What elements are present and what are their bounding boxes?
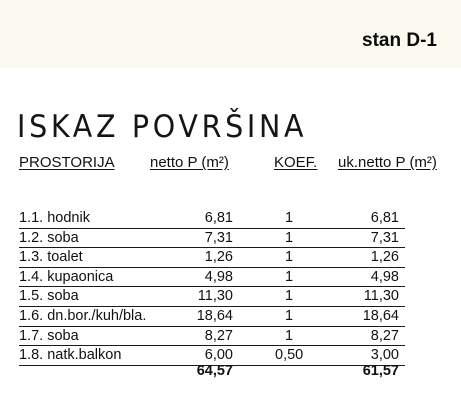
room-name: 1.8. natk.balkon bbox=[19, 347, 122, 364]
room-name: 1.3. toalet bbox=[19, 249, 83, 266]
room-name: 1.1. hodnik bbox=[19, 210, 90, 226]
room-name: 1.2. soba bbox=[19, 229, 79, 246]
net-area: 6,00 bbox=[204, 347, 233, 364]
total-area: 4,98 bbox=[370, 268, 399, 285]
total-area: 11,30 bbox=[363, 288, 399, 305]
total-area: 3,00 bbox=[370, 347, 399, 364]
room-name: 1.7. soba bbox=[19, 327, 79, 344]
net-area: 4,98 bbox=[204, 268, 233, 285]
coefficient: 1 bbox=[284, 327, 294, 344]
total-area: 7,31 bbox=[370, 229, 399, 246]
net-area: 8,27 bbox=[204, 327, 233, 344]
total-area: 18,64 bbox=[362, 307, 399, 324]
coefficient: 1 bbox=[284, 288, 294, 305]
coefficient: 0,50 bbox=[275, 347, 304, 364]
coefficient: 1 bbox=[284, 307, 294, 324]
total-area: 6,81 bbox=[370, 210, 399, 226]
column-header-coef: KOEF. bbox=[274, 154, 318, 171]
total-area: 8,27 bbox=[370, 327, 399, 344]
coefficient: 1 bbox=[284, 210, 294, 226]
coefficient: 1 bbox=[284, 249, 294, 266]
total-area: 1,26 bbox=[370, 249, 399, 266]
column-header-room: PROSTORIJA bbox=[19, 154, 115, 171]
unit-label: stan D-1 bbox=[362, 30, 437, 51]
room-name: 1.5. soba bbox=[19, 288, 79, 305]
net-area: 7,31 bbox=[204, 229, 233, 246]
table-row bbox=[19, 287, 405, 307]
table-row bbox=[19, 327, 405, 347]
net-area: 6,81 bbox=[204, 210, 233, 226]
total-area-total: 61,57 bbox=[362, 363, 399, 379]
coefficient: 1 bbox=[284, 229, 294, 246]
table-row bbox=[19, 229, 405, 249]
net-area: 11,30 bbox=[197, 288, 233, 305]
table-row bbox=[19, 209, 405, 229]
room-name: 1.4. kupaonica bbox=[19, 268, 114, 285]
page-title: ISKAZ POVRŠINA bbox=[17, 109, 308, 145]
table-row bbox=[19, 307, 405, 327]
room-name: 1.6. dn.bor./kuh/bla. bbox=[19, 307, 147, 324]
totals-row bbox=[19, 362, 405, 380]
column-header-total: uk.netto P (m²) bbox=[338, 154, 437, 171]
net-area-total: 64,57 bbox=[196, 363, 233, 379]
coefficient: 1 bbox=[284, 268, 294, 285]
area-table bbox=[19, 209, 405, 366]
net-area: 18,64 bbox=[196, 307, 233, 324]
column-header-net: netto P (m²) bbox=[150, 154, 229, 171]
table-row bbox=[19, 268, 405, 288]
net-area: 1,26 bbox=[204, 249, 233, 266]
table-row bbox=[19, 248, 405, 268]
